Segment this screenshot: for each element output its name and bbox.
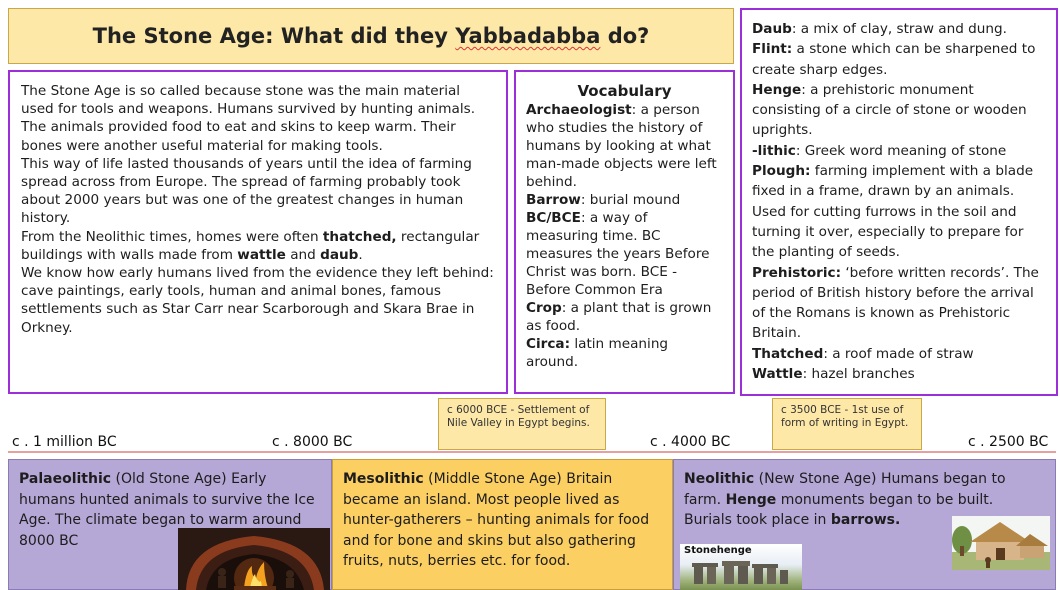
definition-item: Henge: a prehistoric monument consisting of a circle of stone or wooden uprights. <box>752 81 1027 139</box>
definition-item: Flint: a stone which can be sharpened to create sharp edges. <box>752 41 1036 78</box>
vocabulary-box <box>514 70 735 394</box>
intro-paragraph: We know how early humans lived from the evidence they left behind: cave paintings, early tools, human and animal bones, famous settlements such as Star Carr near Scarborough and Skara Brae in Orkney. <box>21 265 494 336</box>
vocab-item: Circa: latin meaning around. <box>526 336 669 370</box>
timeline-date: c . 2500 BC <box>968 434 1049 450</box>
definition-item: Thatched: a roof made of straw <box>752 345 974 362</box>
vocab-item: BC/BCE: a way of measuring time. BC measures the years Before Christ was born. BCE - Before Common Era <box>526 210 710 298</box>
intro-text-box <box>8 70 508 394</box>
page-title: The Stone Age: What did they Yabbadabba do? <box>92 24 650 48</box>
timeline-note: c 3500 BCE - 1st use of form of writing in Egypt. <box>772 398 922 450</box>
vocab-item: Crop: a plant that is grown as food. <box>526 300 712 334</box>
timeline-date: c . 8000 BC <box>272 434 353 450</box>
stonehenge-photo <box>680 544 802 590</box>
timeline-date: c . 4000 BC <box>650 434 731 450</box>
vocab-item: Archaeologist: a person who studies the history of humans by looking at what man-made objects were left behind. <box>526 102 717 190</box>
vocabulary-heading: Vocabulary <box>577 82 672 100</box>
roundhouse-icon <box>952 516 1050 570</box>
definition-item: Prehistoric: ‘before written records’. The period of British history before the arrival of the Romans is known as Prehistoric Britain. <box>752 264 1039 342</box>
cave-fire-illustration <box>178 528 330 590</box>
vocab-item: Barrow: burial mound <box>526 192 681 208</box>
timeline-date: c . 1 million BC <box>12 434 117 450</box>
definitions-box <box>740 8 1058 396</box>
era-neolithic: Neolithic (New Stone Age) Humans began to farm. Henge monuments began to be built. Burials took place in barrows. <box>673 459 1056 590</box>
era-palaeolithic: Palaeolithic (Old Stone Age) Early humans hunted animals to survive the Ice Age. The climate began to warm around 8000 BC <box>8 459 332 590</box>
stonehenge-label: Stonehenge <box>684 545 752 556</box>
intro-paragraph: From the Neolithic times, homes were often thatched, rectangular buildings with walls made from wattle and daub. <box>21 228 480 263</box>
era-mesolithic: Mesolithic (Middle Stone Age) Britain became an island. Most people lived as hunter-gatherers – hunting animals for food and for bone and skins but also gathering fruits, nuts, berries etc. for food. <box>332 459 673 590</box>
intro-paragraph: The Stone Age is so called because stone was the main material used for tools and weapons. Humans survived by hunting animals. The animals provided food to eat and skins to keep warm. Their bones were another useful material for making tools. <box>21 83 476 154</box>
intro-paragraph: This way of life lasted thousands of years until the idea of farming spread across from Europe. The spread of farming probably took about 2000 years but was one of the greatest changes in human history. <box>21 155 472 227</box>
definition-item: Plough: farming implement with a blade fixed in a frame, drawn by an animals. Used for cutting furrows in the soil and turning it over, especially to prepare for the planting of seeds. <box>752 163 1034 261</box>
definition-item: -lithic: Greek word meaning of stone <box>752 142 1007 159</box>
title-banner <box>8 8 734 64</box>
spellcheck-flagged-word: Yabbadabba <box>455 24 601 48</box>
definition-item: Daub: a mix of clay, straw and dung. <box>752 21 1007 37</box>
timeline-note: c 6000 BCE - Settlement of Nile Valley in Egypt begins. <box>438 398 606 450</box>
neolithic-village-illustration <box>952 516 1050 570</box>
stonehenge-icon <box>680 544 802 590</box>
definition-item: Wattle: hazel branches <box>752 366 915 383</box>
timeline-line <box>8 451 1056 453</box>
cave-fire-icon <box>178 528 330 590</box>
